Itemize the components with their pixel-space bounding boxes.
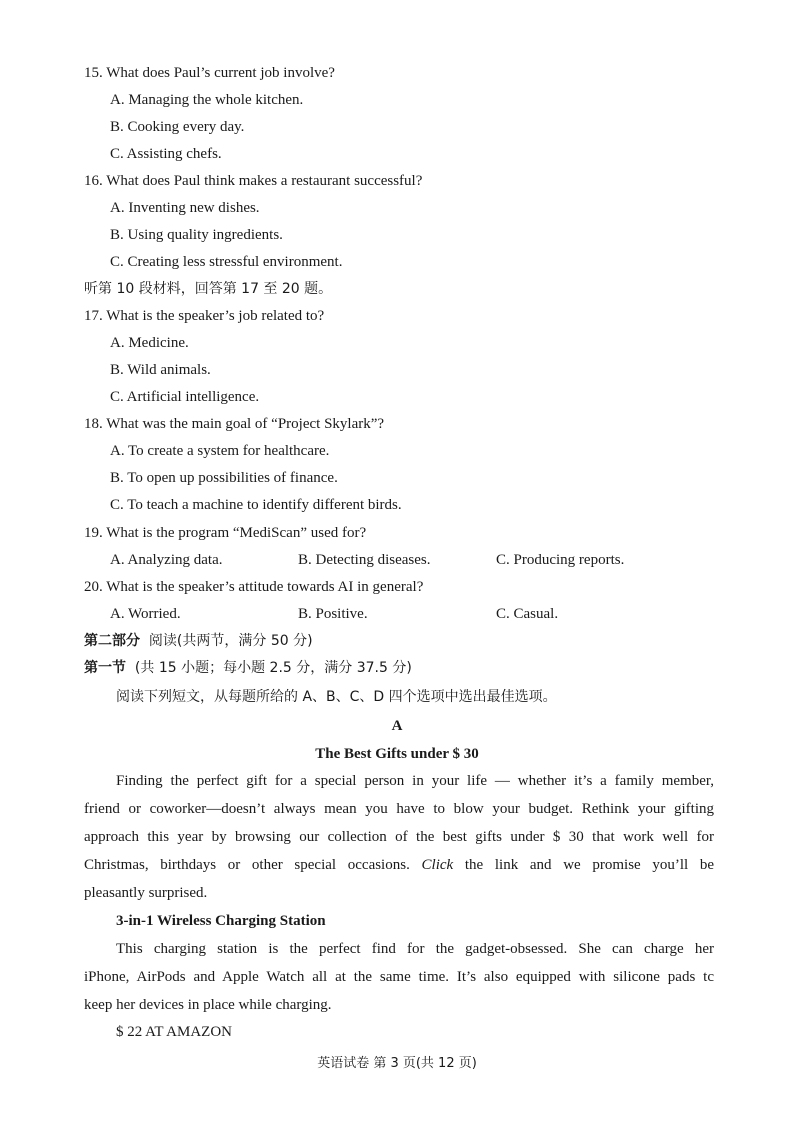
question-20-stem: 20. What is the speaker’s attitude towards AI in general?: [84, 579, 424, 595]
question-15-option-b: B. Cooking every day.: [110, 119, 245, 135]
question-15-stem: 15. What does Paul’s current job involve?: [84, 65, 335, 81]
question-17-option-c: C. Artificial intelligence.: [110, 389, 260, 405]
part-heading-text: 阅读(共两节，满分 50 分): [148, 633, 313, 649]
item-1-price: $ 22 AT AMAZON: [116, 1024, 232, 1040]
passage-title: The Best Gifts under $ 30: [315, 746, 479, 762]
question-20-option-b: B. Positive.: [298, 606, 368, 622]
passage-letter: A: [391, 718, 403, 734]
question-18-stem: 18. What was the main goal of “Project Skylark”?: [84, 416, 385, 432]
section-heading: [84, 659, 412, 677]
question-19-stem: 19. What is the program “MediScan” used for?: [84, 525, 367, 541]
reading-instruction: 阅读下列短文，从每题所给的 A、B、C、D 四个选项中选出最佳选项。: [116, 689, 557, 705]
item-1-line-3: keep her devices in place while charging.: [84, 997, 332, 1013]
question-20-option-a: A. Worried.: [110, 606, 181, 622]
question-18-option-c: C. To teach a machine to identify different birds.: [110, 497, 402, 513]
intro-line-4-pre: Christmas, birthdays or other special occasions.: [84, 857, 410, 873]
question-16-option-a: A. Inventing new dishes.: [110, 200, 260, 216]
click-word: Click: [421, 857, 454, 873]
intro-line-4-post: the link and we promise you’ll be: [464, 857, 715, 873]
question-19-option-a: A. Analyzing data.: [110, 552, 223, 568]
question-20-option-c: C. Casual.: [496, 606, 559, 622]
section-heading-label: 第一节: [84, 660, 126, 676]
part-heading-label: 第二部分: [84, 633, 140, 649]
question-17-option-a: A. Medicine.: [110, 335, 189, 351]
item-1-title: 3-in-1 Wireless Charging Station: [116, 913, 326, 929]
intro-line-3: approach this year by browsing our collection of the best gifts under $ 30 that work well for: [84, 829, 714, 845]
question-17-stem: 17. What is the speaker’s job related to?: [84, 308, 325, 324]
question-19-option-c: C. Producing reports.: [496, 552, 625, 568]
question-16-option-b: B. Using quality ingredients.: [110, 227, 283, 243]
intro-line-5: pleasantly surprised.: [84, 885, 208, 901]
intro-line-1: Finding the perfect gift for a special person in your life — whether it’s a family member,: [116, 773, 714, 789]
question-17-option-b: B. Wild animals.: [110, 362, 211, 378]
item-1-line-1: This charging station is the perfect find for the gadget-obsessed. She can charge her: [116, 941, 714, 957]
section-heading-text: (共 15 小题；每小题 2.5 分，满分 37.5 分): [134, 660, 412, 676]
question-19-option-b: B. Detecting diseases.: [298, 552, 431, 568]
intro-line-2: friend or coworker—doesn’t always mean you have to blow your budget. Rethink your gifting: [84, 801, 714, 817]
page-footer: 英语试卷 第 3 页(共 12 页): [317, 1056, 477, 1071]
question-16-option-c: C. Creating less stressful environment.: [110, 254, 343, 270]
question-15-option-a: A. Managing the whole kitchen.: [110, 92, 304, 108]
question-16-stem: 16. What does Paul think makes a restaurant successful?: [84, 173, 423, 189]
question-18-option-a: A. To create a system for healthcare.: [110, 443, 330, 459]
part-heading: [84, 632, 313, 650]
intro-line-4: [84, 856, 714, 874]
question-18-option-b: B. To open up possibilities of finance.: [110, 470, 338, 486]
question-15-option-c: C. Assisting chefs.: [110, 146, 222, 162]
section-10-instruction: 听第 10 段材料，回答第 17 至 20 题。: [84, 281, 333, 297]
item-1-line-2: iPhone, AirPods and Apple Watch all at the same time. It’s also equipped with silicone pads tc: [84, 969, 714, 985]
